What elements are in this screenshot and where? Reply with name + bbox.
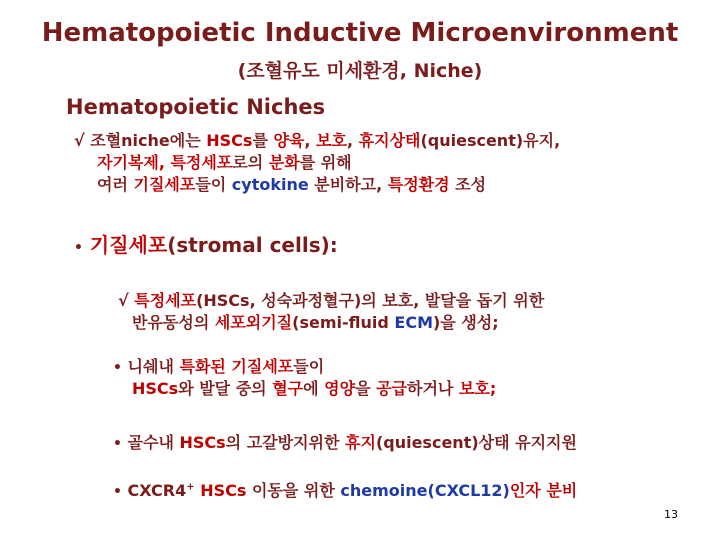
text-run: 혈구 [272,379,304,398]
text-run: 의 고갈방지위한 [225,433,346,452]
text-run: HSCs [179,433,226,452]
text-run: 와 발달 중의 [178,379,273,398]
bullet-1-line-1 [113,354,324,377]
bullet-icon: • [74,240,83,256]
text-run: 들이 [195,175,232,194]
text-run: 이동을 위한 [246,481,341,500]
rich-line [134,291,544,310]
text-run: 로의 [232,153,269,172]
text-run: 기질세포 [133,175,196,194]
stromal-para-line-2 [132,310,499,333]
text-run: CXCR4 [127,481,187,500]
text-run: HSCs [200,481,247,500]
niche-para-line-2 [97,150,352,173]
text-run: (semi-fluid [292,313,395,332]
text-run: 을 [355,379,377,398]
text-run: 기질세포 [89,233,168,257]
page-number: 13 [664,508,678,521]
bullet-icon: • [113,360,122,376]
text-run: (stromal cells): [167,233,338,257]
text-run: 를 [252,131,274,150]
text-run: cytokine [231,175,309,194]
text-run: 보호; [458,379,497,398]
niche-para-line-3 [97,172,486,195]
stromal-heading [74,229,338,258]
text-run: 조성 [449,175,487,194]
text-run: )을 생성; [432,313,499,332]
text-run: (HSCs, 성숙과정혈구)의 보호, 발달을 돕기 위한 [196,291,545,310]
rich-line [128,357,325,376]
slide-title: Hematopoietic Inductive Microenvironment [41,18,679,48]
stromal-para-line-1 [118,288,544,311]
text-run: 휴지 [345,433,376,452]
slide-subtitle: (조혈유도 미세환경, Niche) [237,60,483,82]
text-run: 분비하고, [308,175,388,194]
text-run: chemoine(CXCL12) [340,481,510,500]
text-run: 들이 [293,357,325,376]
bullet-1-line-2 [132,376,496,399]
bullet-2 [113,430,577,453]
text-run: 골수내 [127,433,180,452]
text-run: 여러 [97,175,134,194]
check-mark-icon: √ [118,291,129,310]
rich-line [90,131,560,150]
niche-para-line-1 [74,128,560,151]
text-run: + [186,481,195,493]
text-run: HSCs [206,131,253,150]
text-run: 세포외기질 [214,313,293,332]
text-run: (quiescent)유지, [420,131,561,150]
text-run: 에 [303,379,325,398]
text-run: 인자 분비 [509,481,578,500]
text-run: 자기복제, 특정세포 [97,153,233,172]
rich-line [128,481,578,500]
rich-line [90,233,338,257]
text-run: 분화 [268,153,300,172]
text-run: 영양 [324,379,356,398]
check-mark-icon: √ [74,131,85,150]
bullet-3 [113,478,577,501]
text-run: ECM [394,313,433,332]
text-run: 조혈niche에는 [90,131,207,150]
text-run: (quiescent)상태 유지지원 [375,433,577,452]
section-heading: Hematopoietic Niches [66,95,326,119]
bullet-icon: • [113,436,122,452]
text-run: 보호 [316,131,347,150]
text-run: 특정환경 [387,175,450,194]
text-run: 양육 [273,131,305,150]
text-run: 하거나 [407,379,459,398]
text-run: , [304,131,317,150]
rich-line [128,433,577,452]
text-run: HSCs [132,379,179,398]
text-run: 반유동성의 [132,313,215,332]
text-run: 특정세포 [134,291,197,310]
text-run: 휴지상태 [358,131,421,150]
text-run: 공급 [376,379,408,398]
text-run: 니쉐내 [127,357,180,376]
text-run: 특화된 기질세포 [179,357,294,376]
text-run: , [346,131,359,150]
text-run: 를 위해 [299,153,352,172]
bullet-icon: • [113,484,122,500]
